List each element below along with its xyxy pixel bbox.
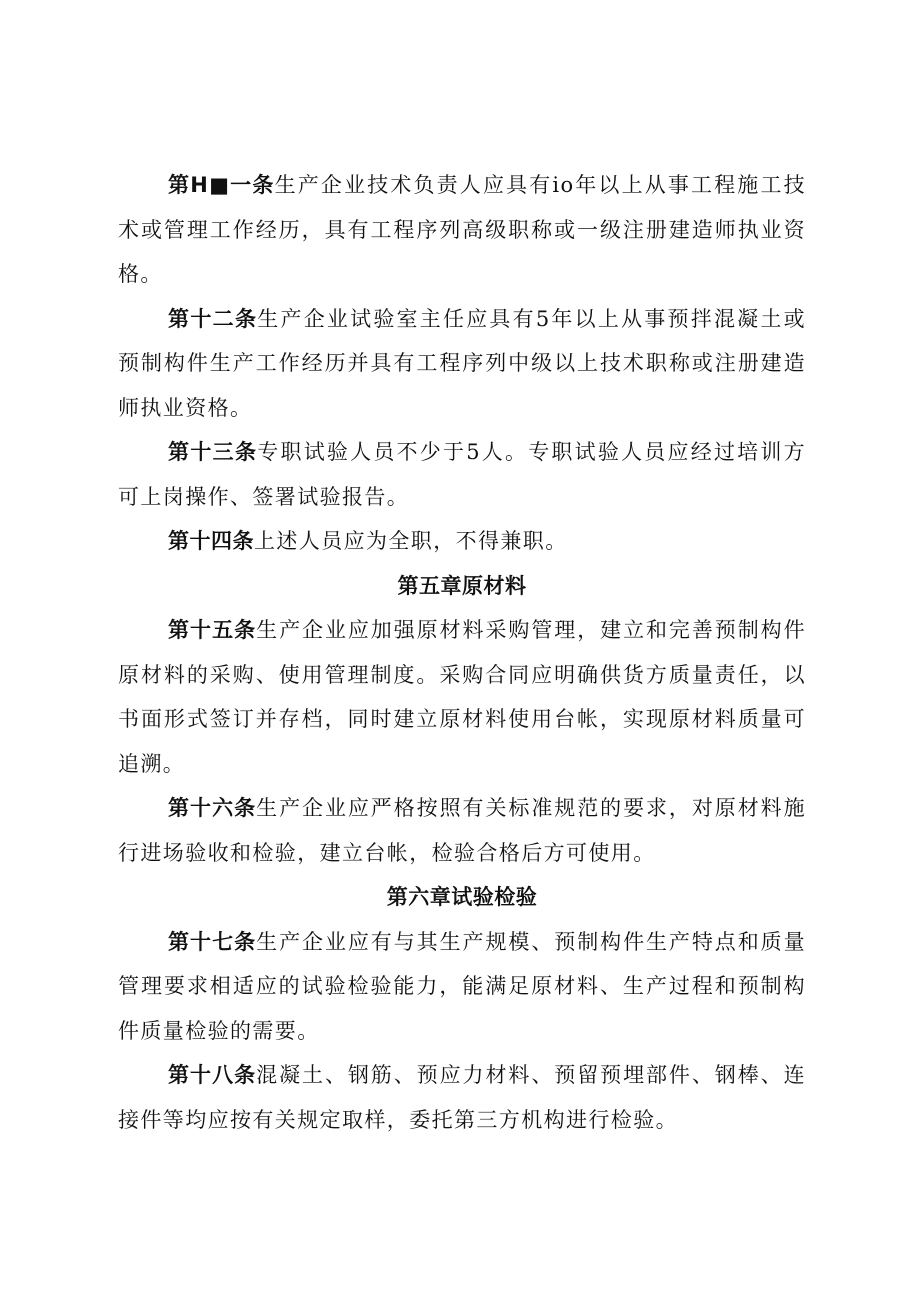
article-11 [118, 163, 806, 297]
article-label: 第十四条 [168, 529, 254, 553]
article-17 [118, 920, 806, 1054]
article-12 [118, 297, 806, 431]
article-text: 生产企业技术负责人应具有io年以上从事工程施工技术或管理工作经历，具有工程序列高级职称或一级注册建造师执业资格。 [118, 173, 806, 286]
article-15 [118, 608, 806, 786]
article-text: 上述人员应为全职，不得兼职。 [254, 529, 568, 553]
article-16 [118, 786, 806, 875]
chapter-heading-6: 第六章试验检验 [386, 885, 538, 909]
article-label: 第十五条 [168, 618, 257, 642]
article-label: 第十六条 [168, 796, 257, 820]
article-label: 第十三条 [168, 440, 258, 464]
article-label: 第H■一条 [168, 173, 275, 197]
article-label: 第十八条 [168, 1063, 257, 1087]
article-14 [118, 519, 806, 564]
article-text: 生产企业应有与其生产规模、预制构件生产特点和质量管理要求相适应的试验检验能力，能满足原材料、生产过程和预制构件质量检验的需要。 [118, 929, 806, 1043]
article-label: 第十二条 [168, 306, 258, 331]
article-text: 专职试验人员不少于5人。专职试验人员应经过培训方可上岗操作、签署试验报告。 [118, 440, 806, 509]
article-text: 生产企业应严格按照有关标准规范的要求，对原材料施行进场验收和检验，建立台帐，检验合格后方可使用。 [118, 796, 806, 865]
article-text: 混凝土、钢筋、预应力材料、预留预埋部件、钢棒、连接件等均应按有关规定取样，委托第三方机构进行检验。 [118, 1063, 806, 1132]
document-body [118, 163, 806, 1142]
article-text: 生产企业试验室主任应具有5年以上从事预拌混凝土或预制构件生产工作经历并具有工程序列中级以上技术职称或注册建造师执业资格。 [118, 306, 806, 420]
article-text: 生产企业应加强原材料采购管理，建立和完善预制构件原材料的采购、使用管理制度。采购合同应明确供货方质量责任，以书面形式签订并存档，同时建立原材料使用台帐，实现原材料质量可追溯。 [118, 618, 806, 776]
article-18 [118, 1053, 806, 1142]
chapter-heading-5: 第五章原材料 [397, 573, 527, 598]
article-13 [118, 430, 806, 519]
article-label: 第十七条 [168, 929, 257, 954]
